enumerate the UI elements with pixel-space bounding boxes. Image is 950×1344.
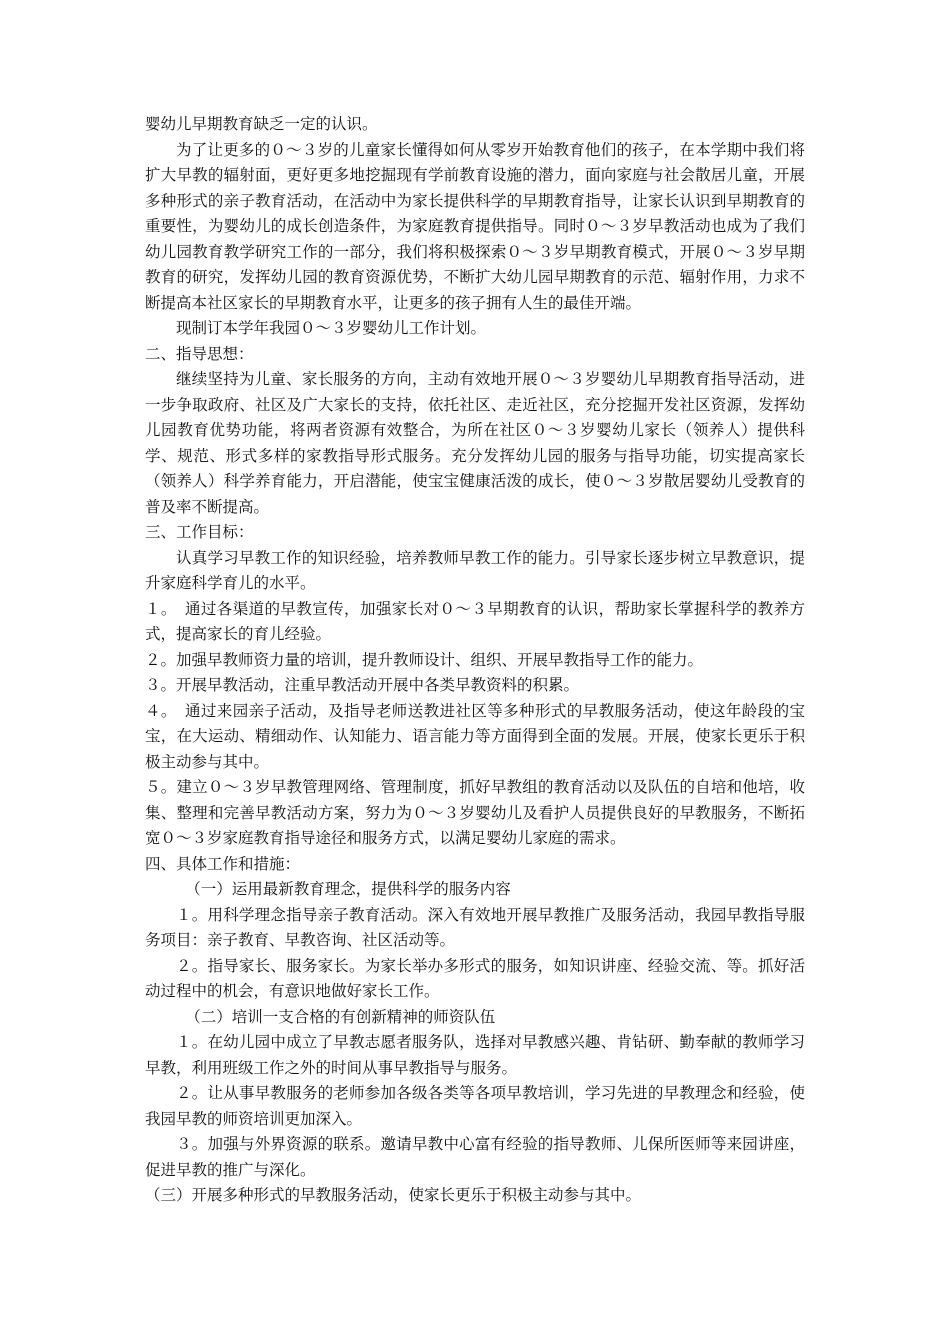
document-body	[145, 112, 805, 1209]
goal-item-3: ３。开展早教活动，注重早教活动开展中各类早教资料的积累。	[145, 676, 580, 694]
section-heading-measures: 四、具体工作和措施：	[145, 854, 301, 873]
measure-2-item-3: ３。加强与外界资源的联系。邀请早教中心富有经验的指导教师、儿保所医师等来园讲座，促进早教的推广与深化。	[145, 1135, 805, 1179]
section-heading-guiding-thought: 二、指导思想：	[145, 344, 254, 363]
paragraph-work-goals: 认真学习早教工作的知识经验，培养教师早教工作的能力。引导家长逐步树立早教意识，提升家庭科学育儿的水平。	[145, 548, 805, 592]
paragraph-intro: 为了让更多的０～３岁的儿童家长懂得如何从零岁开始教育他们的孩子，在本学期中我们将扩大早教的辐射面，更好更多地挖掘现有学前教育设施的潜力，面向家庭与社会散居儿童，开展多种形式的亲子教育活动，在活动中为家长提供科学的早期教育指导，让家长认识到早期教育的重要性，为婴幼儿的成长创造条件，为家庭教育提供指导。同时０～３岁早教活动也成为了我们幼儿园教育教学研究工作的一部分，我们将积极探索０～３岁早期教育模式，开展０～３岁早期教育的研究，发挥幼儿园的教育资源优势，不断扩大幼儿园早期教育的示范、辐射作用，力求不断提高本社区家长的早期教育水平，让更多的孩子拥有人生的最佳开端。	[145, 140, 805, 312]
goal-item-1: １。 通过各渠道的早教宣传，加强家长对０～３早期教育的认识，帮助家长掌握科学的教养方式，提高家长的育儿经验。	[145, 599, 805, 643]
measure-2-item-2: ２。让从事早教服务的老师参加各级各类等各项早教培训，学习先进的早教理念和经验，使我园早教的师资培训更加深入。	[145, 1084, 805, 1128]
subsection-heading-1: （一）运用最新教育理念，提供科学的服务内容	[185, 880, 511, 898]
measure-1-item-2: ２。指导家长、服务家长。为家长举办多形式的服务，如知识讲座、经验交流、等。抓好活动过程中的机会，有意识地做好家长工作。	[145, 956, 805, 1000]
section-heading-work-goals: 三、工作目标：	[145, 523, 254, 541]
paragraph-plan-statement: 现制订本学年我园０～３岁婴幼儿工作计划。	[176, 319, 487, 337]
goal-item-2: ２。加强早教师资力量的培训，提升教师设计、组织、开展早教指导工作的能力。	[145, 650, 704, 669]
subsection-heading-3: （三）开展多种形式的早教服务活动，使家长更乐于积极主动参与其中。	[145, 1186, 642, 1204]
subsection-heading-2: （二）培训一支合格的有创新精神的师资队伍	[185, 1007, 496, 1026]
paragraph-guiding-thought: 继续坚持为儿童、家长服务的方向，主动有效地开展０～３岁婴幼儿早期教育指导活动，进一步争取政府、社区及广大家长的支持，依托社区、走近社区，充分挖掘开发社区资源，发挥幼儿园教育优势功能，将两者资源有效整合，为所在社区０～３岁婴幼儿家长（领养人）提供科学、规范、形式多样的家教指导形式服务。充分发挥幼儿园的服务与指导功能，切实提高家长（领养人）科学养育能力，开启潜能，使宝宝健康活泼的成长，使０～３岁散居婴幼儿受教育的普及率不断提高。	[145, 370, 805, 516]
goal-item-5: ５。建立０～３岁早教管理网络、管理制度，抓好早教组的教育活动以及队伍的自培和他培，收集、整理和完善早教活动方案，努力为０～３岁婴幼儿及看护人员提供良好的早教服务，不断拓宽０～３岁家庭教育指导途径和服务方式，以满足婴幼儿家庭的需求。	[145, 778, 805, 847]
measure-2-item-1: １。在幼儿园中成立了早教志愿者服务队，选择对早教感兴趣、肯钻研、勤奉献的教师学习早教，利用班级工作之外的时间从事早教指导与服务。	[145, 1033, 805, 1077]
goal-item-4: ４。 通过来园亲子活动，及指导老师送教进社区等多种形式的早教服务活动，使这年龄段的宝宝，在大运动、精细动作、认知能力、语言能力等方面得到全面的发展。开展，使家长更乐于积极主动参与其中。	[145, 701, 805, 771]
measure-1-item-1: １。用科学理念指导亲子教育活动。深入有效地开展早教推广及服务活动，我园早教指导服务项目：亲子教育、早教咨询、社区活动等。	[145, 905, 805, 949]
paragraph-continuation: 婴幼儿早期教育缺乏一定的认识。	[145, 115, 378, 133]
